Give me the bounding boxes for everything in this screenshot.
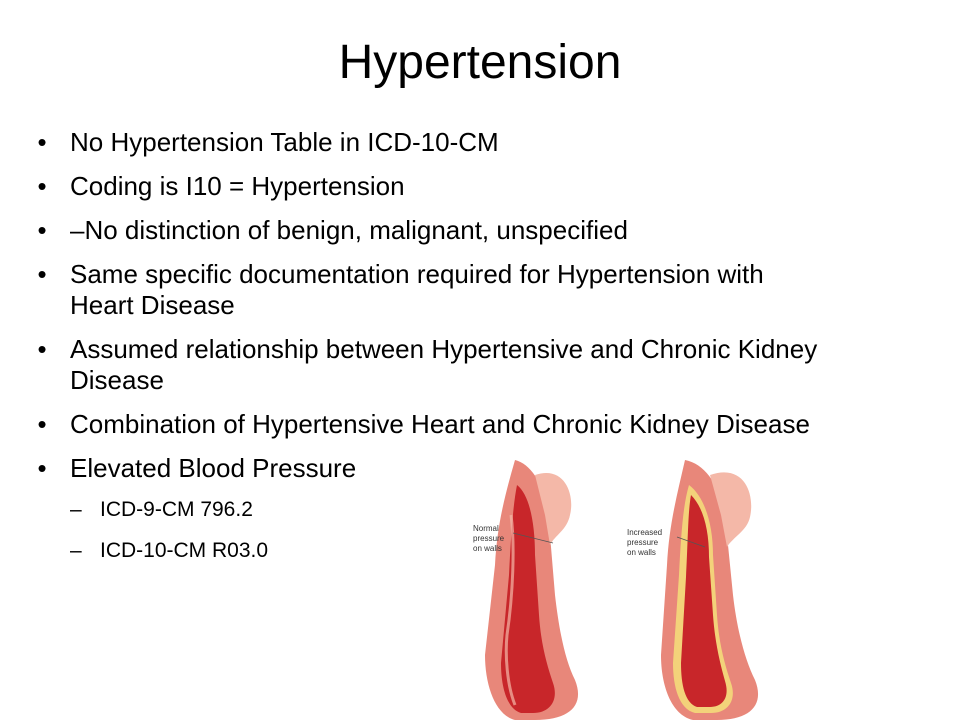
increased-vessel bbox=[627, 460, 758, 720]
bullet-text: Assumed relationship between Hypertensive and Chronic Kidney Disease bbox=[70, 334, 818, 395]
increased-label-line1: Increased bbox=[627, 528, 663, 537]
bullet-marker: • bbox=[37, 409, 47, 439]
bullet-text: No Hypertension Table in ICD-10-CM bbox=[70, 127, 499, 157]
slide-title: Hypertension bbox=[338, 36, 622, 89]
bullet-text: Combination of Hypertensive Heart and Chronic Kidney Disease bbox=[70, 409, 810, 439]
bullet-item bbox=[30, 127, 830, 158]
sub-bullet-marker: – bbox=[70, 539, 82, 562]
bullet-text: –No distinction of benign, malignant, unspecified bbox=[70, 215, 628, 245]
blood-vessel-illustration bbox=[455, 455, 960, 720]
increased-label-line3: on walls bbox=[627, 548, 656, 557]
increased-label-line2: pressure bbox=[627, 538, 659, 547]
sub-bullet-text: ICD-9-CM 796.2 bbox=[100, 498, 253, 521]
bullet-marker: • bbox=[37, 453, 47, 483]
bullet-marker: • bbox=[37, 215, 47, 245]
sub-bullet-marker: – bbox=[70, 498, 82, 521]
bullet-marker: • bbox=[37, 127, 47, 157]
normal-vessel bbox=[473, 460, 578, 720]
bullet-item bbox=[30, 259, 830, 321]
bullet-item bbox=[30, 215, 830, 246]
bullet-item bbox=[30, 171, 830, 202]
bullet-marker: • bbox=[37, 171, 47, 201]
bullet-item bbox=[30, 409, 830, 440]
bullet-marker: • bbox=[37, 334, 47, 364]
bullet-text: Same specific documentation required for Hypertension with Heart Disease bbox=[70, 259, 764, 320]
normal-label-line2: pressure bbox=[473, 534, 505, 543]
sub-bullet-text: ICD-10-CM R03.0 bbox=[100, 539, 269, 562]
bullet-text: Coding is I10 = Hypertension bbox=[70, 171, 405, 201]
normal-label-line3: on walls bbox=[473, 544, 502, 553]
bullet-marker: • bbox=[37, 259, 47, 289]
bullet-item bbox=[30, 334, 830, 396]
bullet-text: Elevated Blood Pressure bbox=[70, 453, 357, 483]
normal-label-line1: Normal bbox=[473, 524, 499, 533]
